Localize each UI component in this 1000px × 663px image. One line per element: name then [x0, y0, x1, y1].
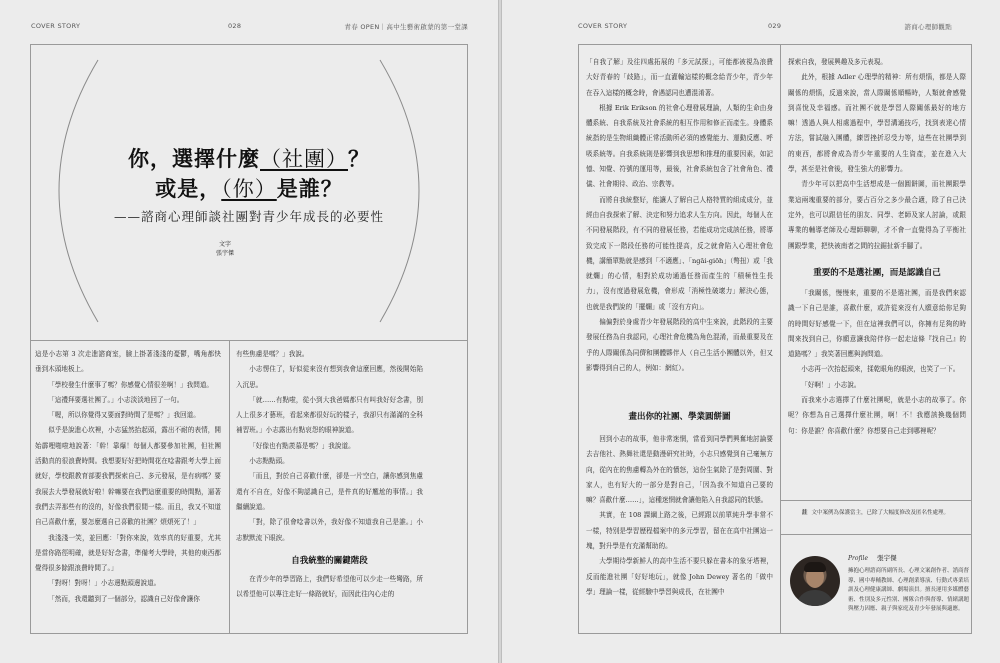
paragraph: 「就……有點啦，從小到大我爸媽都只有叫我好好念書，別人上很多才藝班，看起來都很好玩的樣子，我卻只有滿滿的全科補習班。」小志露出有點哀怨的眼神說道。 [236, 395, 423, 435]
paragraph: 「這禮拜要選社團了。」小志淡淡地回了一句。 [48, 395, 184, 404]
paragraph: 「對呀！對呀！」小志邊點頭邊說道。 [48, 579, 161, 588]
paragraph: 「好像也有點羨慕是嗎？」我說道。 [249, 441, 355, 450]
right-page [501, 0, 1000, 663]
header-title: 諮商心理師觀點 [904, 23, 952, 31]
paragraph: 有些焦慮是嗎？」我說。 [236, 350, 309, 358]
article-title-block [30, 144, 468, 225]
column-divider [780, 44, 781, 634]
author-photo [790, 556, 840, 606]
paragraph: 小志愣住了，好似從來沒有想到我會這麼回應，然後開始陷入沉思。 [236, 365, 423, 389]
footnote-mark: 註 [802, 510, 808, 516]
section-heading: 自我統整的關鍵階段 [291, 556, 368, 566]
paragraph: 「對，除了很會唸書以外，我好像不知道我自己是誰。」小志默默流下眼淚。 [236, 518, 423, 542]
section-heading: 畫出你的社團、學業圓餅圖 [628, 412, 731, 422]
title-line-1: 你，選擇什麼（社團）？ [128, 147, 370, 171]
paragraph: 「自我了解」及往四處拓展的「多元試探」，可能都被視為浪費大好青春的「歧路」，而一直灌輸這樣的概念給青少年，青少年在吞入這樣的概念時，會遇認同也遭混淆著。 [586, 58, 773, 97]
byline [200, 240, 250, 258]
paragraph: 小志點點頭。 [249, 457, 289, 466]
byline-role: 文字 [218, 241, 231, 248]
paragraph: 其實，在 108 課綱上路之後，已經跟以前單純升學非常不一樣，特別是學習歷程檔案中的多元學習，留在在高中社團這一塊，對升學是有充滿幫助的。 [586, 511, 773, 551]
paragraph: 「我關係，慢慢來，重要的不是選社團，而是我們來認識一下自己是誰，喜歡什麼，或許從來沒有人願意給你足夠的時間好好感覺一下，但在這裡我們可以，你擁有足夠的時間來找到自己，你願意讓我陪伴你一起走這條『找自己』的道路嗎？」我笑著回應與詢問道。 [788, 289, 966, 359]
paragraph: 小志再一次抬起頭來，揉乾眼角的眼淚，也笑了一下。 [801, 365, 960, 374]
header-section: COVER STORY [31, 22, 81, 30]
paragraph: 此外，根據 Adler 心理學的精神：所有煩惱，都是人際關係的煩惱，反過來說，當人際關係順暢時，人類就會感覺到喜悅及幸福感。而社團不就是學習人際關係最好的地方嘛！透過人與人相處過程中，學習溝通技巧，找到表達心情方法，嘗試融入團體，練習挫折忍受力等，這些在社團學到的東西，都將會成為青少年重要的人生資產，並在進入大學，甚至是社會後，發生強大的影響力。 [788, 73, 966, 174]
paragraph: 「喔，所以你覺得又要面對時間了是嗎？」我回道。 [48, 411, 200, 420]
page-number: 028 [228, 22, 242, 30]
paragraph: 而將自我統整好，能讓人了解自己人格特質的組成成分，並經由自我探索了解、決定和努力追求人生方向。因此，每個人在不同發展階段，有不同的發展任務，若能成功完成該任務，將導致完成下一階段任務的可能性提高，反之就會陷入心理社會危機，講簡單點就是感到「不適應」、「ngāi-giōh」（彆扭）或「我就爛」的心情，相對於成功通過任務而產生的「積極性生長力」，沒有度過發展危機，會形成「消極性破壞力」解決心態，也就是我們說的「擺爛」或「沒有方向」。 [586, 195, 773, 311]
paragraph: 「學校發生什麼事了嗎？你感覺心情很差啊！」我問道。 [48, 380, 214, 389]
body-column-left-2b [236, 572, 423, 632]
header-section: COVER STORY [578, 22, 628, 30]
paragraph: 而我來小志選擇了什麼社團呢，就是小志的故事了。你呢？你想為自己選擇什麼社團，啊！不！我應該換幾個問句：你是誰？你喜歡什麼？你想要自己走到哪裡呢？ [788, 396, 966, 435]
paragraph: 在青少年的學習路上，我們好希望他可以少走一些彎路，所以希望他可以專注走好一條路就好，而因此往內心走的 [236, 575, 423, 599]
article-subtitle: ——諮商心理師談社團對青少年成長的必要性 [113, 209, 384, 224]
paragraph: 「而且，對於自己喜歡什麼，卻是一片空白，讓你感到焦慮還有不自在，好像不夠認識自己，是件真的好尷尬的事情。」我繼續說道。 [236, 472, 423, 511]
avatar-hair [804, 562, 826, 572]
profile-divider [780, 534, 972, 535]
body-column-right-1 [586, 55, 773, 400]
body-column-right-2b [788, 286, 966, 496]
paragraph: 「然而，我還聽到了一個部分，認識自己好像會讓你 [48, 594, 200, 603]
author-profile [848, 545, 972, 615]
footnote-text: 文中案例為保護當主，已除了大幅度修改及匿名性處理。 [811, 510, 950, 516]
note-divider [780, 500, 972, 501]
paragraph: 探索自我，發展興趣及多元表現。 [788, 58, 887, 66]
title-line-2: 或是，（你）是誰？ [155, 177, 343, 201]
paragraph: 「好啊！」小志說。 [801, 380, 861, 389]
paragraph: 青少年可以把高中生活想成是一個圓餅圖，而社團跟學業這兩塊重要的部分，要占百分之多少最合適，除了自己決定外，也可以跟信任的朋友、同學、老師及家人討論，或跟專業的輔導老師及心理師聊聊，才不會一直覺得為了平衡社團跟學業，把快被南者之間的拉鋸扯新手腳了。 [788, 180, 966, 250]
paragraph: 偏偏對於身處青少年發展階段的高中生來說，此階段的主要發展任務為自我認同，心理社會危機為角色混淆，而最重要及在乎的人際關係為同儕和團體夥伴人（自己生活小團體以外，但又影響得到自己的人，例如：網紅）。 [586, 318, 773, 372]
profile-name: 張宇傑 [877, 554, 897, 562]
avatar-body [796, 590, 834, 606]
left-page [0, 0, 499, 663]
section-heading: 重要的不是選社團，而是認識自己 [813, 268, 941, 278]
paragraph: 似乎是說進心坎裡，小志猛然抬起頭，露出不耐的表情，開始霹哩啪啦地說著：「幹！靠爆！每個人都要參加社團，但社團活動真的很浪費時間。我想要好好把時間花在唸書跟考大學上面就好，學校跟教育部要我們探索自己、多元發展，是有病嗎？要我展去大學發展就好啦！幹嘛要在我們這麼重要的時間點，逼著我們去弄那些有的沒的，好像我們很閒一樣。而且，我又不知道自己喜歡什麼，要怎麼選自己喜歡的社團？煩煩死了！」 [35, 426, 221, 527]
profile-bio: 擁抱心理諮商所副所長、心理文案創作者、諮商督導、國中專輔教師、心理創業導演、行動式專業培訓及心理健康講師、劇場演員。擅長運用多媒體藝術、性別及多元性別、團隊合作與督導、情緒講題與壓力因應、親子與家庭及青少年發展與適應。 [848, 568, 970, 612]
paragraph: 這是小志第 3 次走進諮商室，臉上掛著淺淺的憂鬱，嘴角都快垂到木頭地板上。 [35, 350, 221, 374]
paragraph: 根據 Erik Erikson 的社會心理發展理論，人類的生命由身體系統、自我系統及社會系統的相互作用和修正而產生。身體系統指的是生物組織體正常活動所必須的感覺能力、運動反應、呼吸系統等。自我系統則是影響到我思想和推理的重要因素，如記憶、知覺、符號的運用等，最後，社會系統包含了社會角色、禮儀、社會期待、政治、宗教等。 [586, 103, 773, 189]
body-column-left-1 [35, 347, 221, 632]
profile-label: Profile [848, 555, 868, 562]
byline-name: 張宇傑 [215, 250, 234, 257]
body-column-right-2 [788, 55, 966, 255]
body-column-left-2 [236, 347, 423, 552]
paragraph: 回到小志的故事，他非常迷惘，當看到同學們興奮地討論要去吉他社、熱舞社還是動漫研究社時，小志只感覺到自己毫無方向，從內在的焦慮轉為外在的憤怒，這份生氣除了是對周圍、對家人，也有好大的一部分是對自己，「因為我不知道自己要的嘛？喜歡什麼……」，這種迷惘就會讓他陷入自我認同的狀態。 [586, 435, 773, 505]
body-column-right-1b [586, 432, 773, 632]
paragraph: 我淺淺一笑，並回應：「對你來說，效率真的好重要，尤其是當你路徑明確，就是好好念書，準備考大學時，其他的東西都覺得很多餘跟浪費時間了。」 [35, 533, 221, 573]
page-number: 029 [768, 22, 782, 30]
header-title: 青春 OPEN｜高中生藝術啟蒙的第一堂課 [344, 23, 468, 31]
paragraph: 大學期待學新鮮人的高中生活不要只躲在書本的象牙塔裡，反而能進社團「好好地玩」，就像 John Dewey 著名的「做中學」理論一樣，從經驗中學習與成長，在社團中 [586, 557, 773, 596]
footnote [802, 508, 972, 516]
